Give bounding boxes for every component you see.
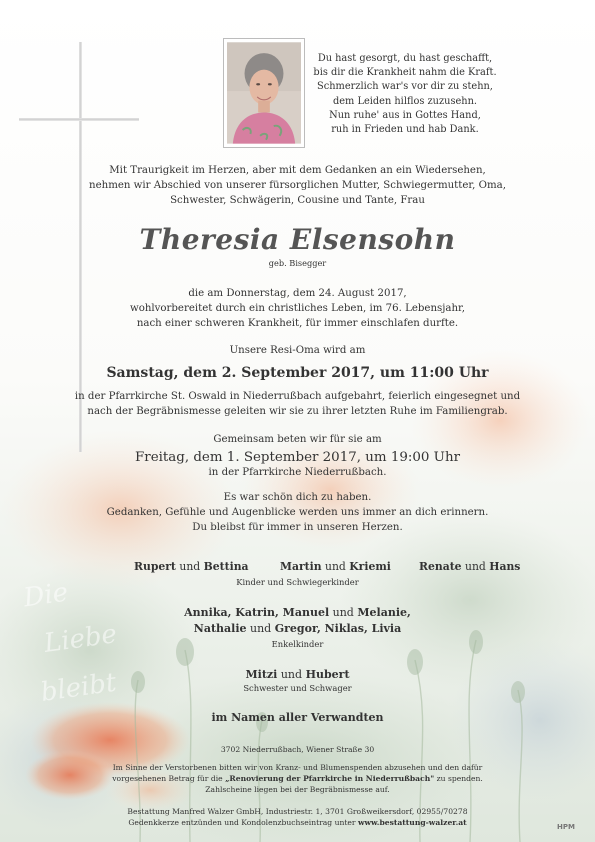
poem-line: dem Leiden hilflos zuzusehn. — [332, 95, 478, 107]
siblings-label: Schwester und Schwager — [243, 683, 352, 693]
birth-name: geb. Bisegger — [268, 258, 327, 268]
funeral-details-line: nach der Begräbnismesse geleiten wir sie zu ihrer letzten Ruhe im Familiengrab. — [87, 406, 508, 417]
intro-text — [0, 163, 595, 208]
mourner-couple-1: Rupert und Bettina — [134, 560, 249, 573]
intro-line: Schwester, Schwägerin, Cousine und Tante, Frau — [170, 195, 425, 206]
prayer-date: Freitag, dem 1. September 2017, um 19:00 Uhr — [135, 450, 460, 465]
undertaker-line: Gedenkkerze entzünden und Kondolenzbuchseintrag unter www.bestattung-walzer.at — [128, 818, 467, 827]
death-notice-line: wohlvorbereitet durch ein christliches Leben, im 76. Lebensjahr, — [129, 303, 466, 314]
poem-line: Schmerzlich war's vor dir zu stehn, — [317, 81, 493, 93]
publisher-logo: HPM — [557, 823, 575, 831]
funeral-details — [0, 389, 595, 419]
prayer-place: in der Pfarrkirche Niederrußbach. — [208, 467, 387, 478]
funeral-details-line: in der Pfarrkirche St. Oswald in Niederrußbach aufgebahrt, feierlich eingesegnet und — [74, 391, 521, 402]
deceased-name: Theresia Elsensohn — [139, 223, 456, 256]
farewell-line: Gedanken, Gefühle und Augenblicke werden uns immer an dich erinnern. — [106, 507, 489, 518]
siblings-names: Mitzi und Hubert — [245, 668, 350, 681]
grandchildren-line: Nathalie und Gregor, Niklas, Livia — [193, 622, 402, 635]
undertaker-line: Bestattung Manfred Walzer GmbH, Industriestr. 1, 3701 Großweikersdorf, 02955/70278 — [127, 807, 468, 816]
poem — [305, 52, 505, 137]
mourner-couple-3: Renate und Hans — [419, 560, 521, 573]
children-label: Kinder und Schwiegerkinder — [236, 577, 359, 587]
undertaker-info — [0, 806, 595, 828]
donation-line: Zahlscheine liegen bei der Begräbnismesse auf. — [205, 785, 390, 794]
farewell-text — [0, 490, 595, 535]
prayer-intro: Gemeinsam beten wir für sie am — [213, 434, 382, 445]
mourner-couple-2: Martin und Kriemi — [280, 560, 391, 573]
watermark-text: Die Liebe bleibt — [21, 577, 119, 708]
poem-line: bis dir die Krankheit nahm die Kraft. — [313, 67, 497, 79]
funeral-intro: Unsere Resi-Oma wird am — [229, 345, 366, 356]
death-notice — [0, 286, 595, 331]
cross-horizontal-bar — [19, 118, 139, 121]
death-notice-line: die am Donnerstag, dem 24. August 2017, — [188, 288, 407, 299]
undertaker-website-link[interactable]: www.bestattung-walzer.at — [357, 818, 467, 827]
death-notice-line: nach einer schweren Krankheit, für immer einschlafen durfte. — [136, 318, 459, 329]
donation-line: Im Sinne der Verstorbenen bitten wir von Kranz- und Blumenspenden abzusehen und den dafür — [112, 763, 483, 772]
poem-line: ruh in Frieden und hab Dank. — [331, 124, 479, 136]
farewell-line: Du bleibst für immer in unseren Herzen. — [192, 522, 403, 533]
portrait-photo — [223, 38, 305, 148]
grandchildren-label: Enkelkinder — [271, 639, 324, 649]
funeral-date: Samstag, dem 2. September 2017, um 11:00 Uhr — [106, 365, 489, 381]
donation-line: vorgesehenen Betrag für die „Renovierung der Pfarrkirche in Niederrußbach" zu spenden. — [112, 774, 483, 783]
poem-line: Nun ruhe' aus in Gottes Hand, — [329, 109, 481, 121]
poem-line: Du hast gesorgt, du hast geschafft, — [317, 53, 493, 64]
farewell-line: Es war schön dich zu haben. — [223, 492, 372, 503]
intro-line: Mit Traurigkeit im Herzen, aber mit dem Gedanken an ein Wiedersehen, — [109, 165, 486, 176]
grandchildren-line: Annika, Katrin, Manuel und Melanie, — [184, 606, 411, 619]
relatives-line: im Namen aller Verwandten — [211, 711, 384, 724]
donation-notice — [0, 762, 595, 795]
portrait-illustration — [227, 42, 301, 144]
family-address: 3702 Niederrußbach, Wiener Straße 30 — [220, 745, 375, 754]
intro-line: nehmen wir Abschied von unserer fürsorglichen Mutter, Schwiegermutter, Oma, — [89, 180, 506, 191]
